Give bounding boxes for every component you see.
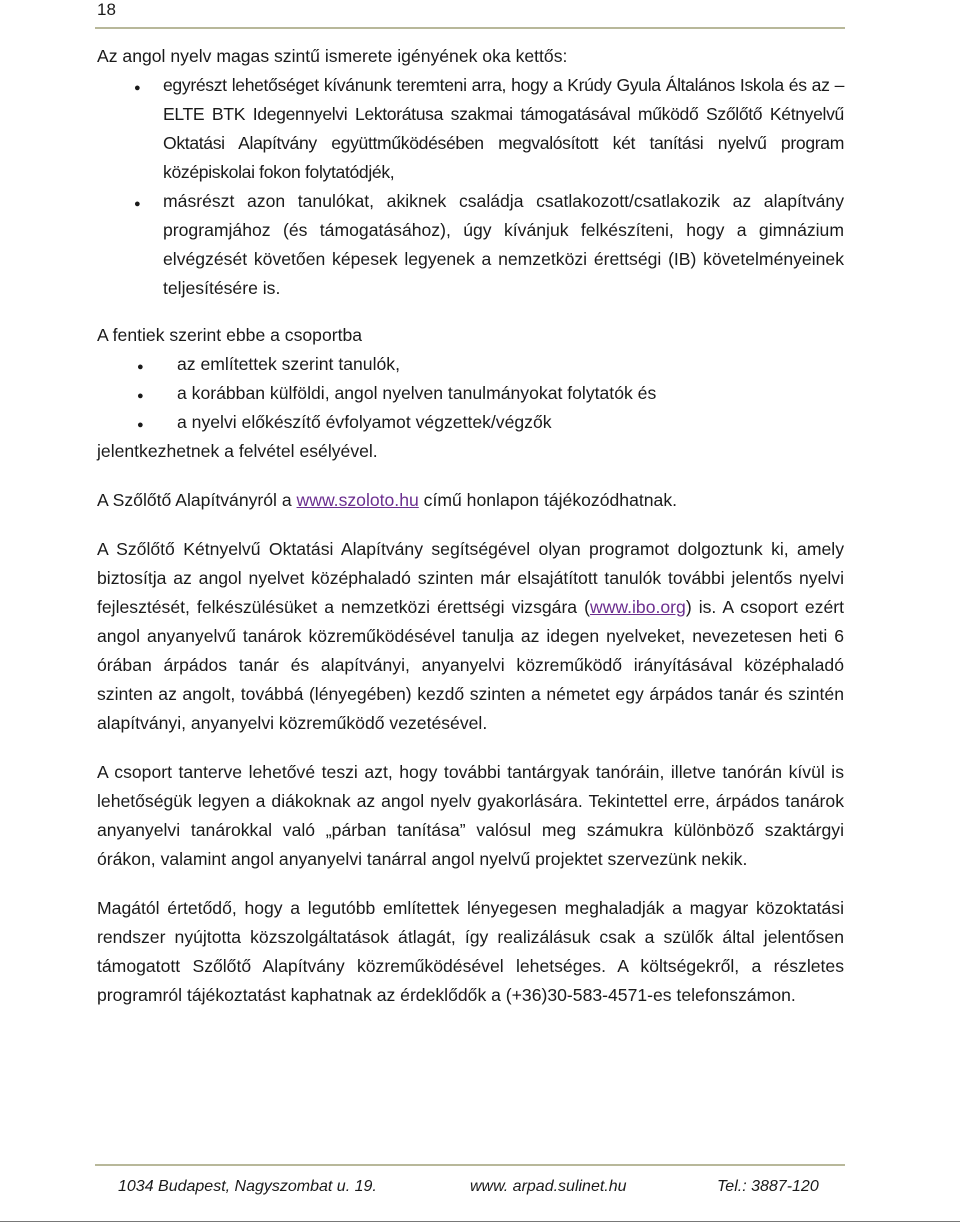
intro-bullet-item [97,71,844,187]
foundation-line-before: A Szőlőtő Alapítványról a [97,490,297,510]
footer-rule [95,1164,845,1166]
footer-address: 1034 Budapest, Nagyszombat u. 19. [118,1178,377,1195]
intro-bullet-text: másrészt azon tanulókat, akiknek családja csatlakozott/csatlakozik az alapítvány programjához (és támogatásához), úgy kívánjuk felkészíteni, hogy a gimnázium elvégzését követően képesek legyenek a nemzetközi érettségi (IB) követelményeinek teljesítésére is. [163,191,844,298]
program-paragraph-before: A Szőlőtő Kétnyelvű Oktatási Alapítvány segítségével olyan programot dolgoztunk ki, amely biztosítja az angol nyelvet középhaladó szinten már elsajátított tanulók további jelentős nyelvi fejlesztését, felkészülésüket a nemzetközi érettségi vizsgára ( [97,539,844,617]
group-bullet-item [97,379,844,408]
group-bullet-text: a korábban külföldi, angol nyelven tanulmányokat folytatók és [177,383,657,403]
group-bullet-text: az említettek szerint tanulók, [177,354,400,374]
ibo-link[interactable]: www.ibo.org [589,597,686,617]
curriculum-paragraph: A csoport tanterve lehetővé teszi azt, hogy további tantárgyak tanóráin, illetve tanórán kívül is lehetőségük legyen a diákoknak az angol nyelv gyakorlására. Tekintettel erre, árpádos tanárok anyanyelvi tanárokkal való „párban tanítása” valósul meg számukra különböző szaktárgyi órákon, valamint angol anyanyelvi tanárral angol nyelvű projektet szervezünk nekik. [97,762,844,869]
bullet-icon [137,379,144,411]
program-paragraph-after: ) is. A csoport ezért angol anyanyelvű tanárok közreműködésével tanulja az idegen nyelveket, nevezetesen heti 6 órában árpádos tanár és alapítványi, anyanyelvi közreműködő irányításával középhaladó szinten az angolt, továbbá (lényegében) kezdő szinten a németet egy árpádos tanár és szintén alapítványi, anyanyelvi közreműködő vezetésével. [97,597,844,733]
foundation-line-after: című honlapon tájékozódhatnak. [418,490,678,510]
bullet-icon [137,408,144,440]
foundation-line [97,486,844,515]
intro-lead: Az angol nyelv magas szintű ismerete igényének oka kettős: [97,46,568,66]
intro-bullet-text: egyrészt lehetőséget kívánunk teremteni arra, hogy a Krúdy Gyula Általános Iskola és az – ELTE BTK Idegennyelvi Lektorátusa szakmai támogatásával működő Szőlőtő Kétnyelvű Oktatási Alapítvány együttműködésében megvalósított két tanítási nyelvű program középiskolai fokon folytatódjék, [163,75,844,182]
group-tail: jelentkezhetnek a felvétel esélyével. [97,441,378,461]
group-bullet-text: a nyelvi előkészítő évfolyamot végzettek/végzők [177,412,552,432]
header-rule [95,27,845,29]
group-section [97,321,844,466]
group-bullet-item [97,408,844,437]
group-bullet-item [97,350,844,379]
bullet-icon [134,187,141,219]
page-bottom-edge [0,1221,960,1222]
bullet-icon [137,350,144,382]
program-paragraph [97,535,844,738]
footer-phone: Tel.: 3887-120 [717,1178,819,1195]
costs-paragraph: Magától értetődő, hogy a legutóbb említettek lényegesen meghaladják a magyar közoktatási rendszer nyújtotta közszolgáltatások átlagát, így realizálásuk csak a szülők által jelentősen támogatott Szőlőtő Alapítvány közreműködésével lehetséges. A költségekről, a részletes programról tájékoztatást kaphatnak az érdeklődők a (+36)30-583-4571-es telefonszámon. [97,898,844,1005]
bullet-icon [134,71,140,103]
szoloto-link[interactable]: www.szoloto.hu [296,490,419,510]
intro-section [97,42,844,303]
footer-website: www. arpad.sulinet.hu [470,1178,627,1195]
intro-bullet-item [97,187,844,303]
group-lead: A fentiek szerint ebbe a csoportba [97,325,363,345]
document-body [97,42,844,1010]
page-number: 18 [97,0,116,19]
